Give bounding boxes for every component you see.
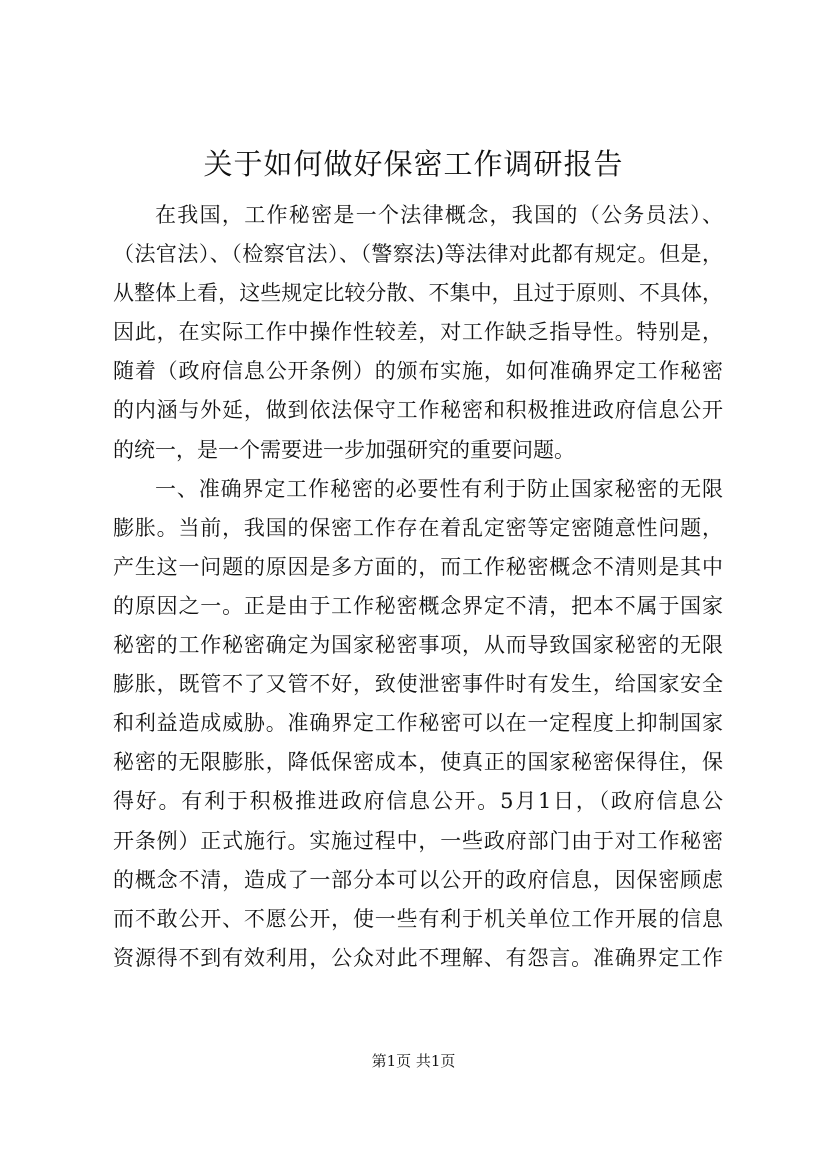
- paragraph-2-line-1: 一、准确界定工作秘密的必要性有利于防止国家秘密的无限: [155, 476, 723, 501]
- paragraph-2-line-2: 膨胀。当前，我国的保密工作存在着乱定密等定密随意性问题，: [113, 515, 723, 540]
- paragraph-1-line-4: 因此，在实际工作中操作性较差，对工作缺乏指导性。特别是，: [113, 320, 723, 345]
- paragraph-2-line-8: 秘密的无限膨胀，降低保密成本，使真正的国家秘密保得住，保: [113, 750, 723, 775]
- paragraph-1-line-5: 随着（政府信息公开条例）的颁布实施，如何准确界定工作秘密: [113, 359, 723, 384]
- page-footer: 第1页 共1页: [371, 1052, 456, 1070]
- paragraph-2-line-12: 而不敢公开、不愿公开，使一些有利于机关单位工作开展的信息: [113, 906, 723, 931]
- paragraph-2-line-6: 膨胀，既管不了又管不好，致使泄密事件时有发生，给国家安全: [113, 672, 723, 697]
- paragraph-2-line-9: 得好。有利于积极推进政府信息公开。5月1日，（政府信息公: [113, 789, 723, 814]
- paragraph-2-line-13: 资源得不到有效利用，公众对此不理解、有怨言。准确界定工作: [113, 945, 723, 970]
- paragraph-2-line-4: 的原因之一。正是由于工作秘密概念界定不清，把本不属于国家: [113, 593, 723, 618]
- document-title: 关于如何做好保密工作调研报告: [203, 147, 624, 181]
- paragraph-2-line-10: 开条例）正式施行。实施过程中，一些政府部门由于对工作秘密: [113, 828, 723, 853]
- document-body: [113, 196, 723, 978]
- paragraph-1-line-7: 的统一，是一个需要进一步加强研究的重要问题。: [113, 437, 575, 462]
- paragraph-2-line-3: 产生这一问题的原因是多方面的，而工作秘密概念不清则是其中: [113, 554, 723, 579]
- paragraph-1-line-2: （法官法）、（检察官法）、（警察法)等法律对此都有规定。但是，: [113, 242, 723, 267]
- paragraph-2-line-5: 秘密的工作秘密确定为国家秘密事项，从而导致国家秘密的无限: [113, 633, 723, 658]
- paragraph-2-line-7: 和利益造成威胁。准确界定工作秘密可以在一定程度上抑制国家: [113, 711, 723, 736]
- paragraph-2-line-11: 的概念不清，造成了一部分本可以公开的政府信息，因保密顾虑: [113, 867, 723, 892]
- paragraph-1-line-6: 的内涵与外延，做到依法保守工作秘密和积极推进政府信息公开: [113, 398, 723, 423]
- paragraph-1-line-3: 从整体上看，这些规定比较分散、不集中，且过于原则、不具体，: [113, 281, 723, 306]
- paragraph-1-line-1: 在我国，工作秘密是一个法律概念，我国的（公务员法）、: [155, 203, 723, 227]
